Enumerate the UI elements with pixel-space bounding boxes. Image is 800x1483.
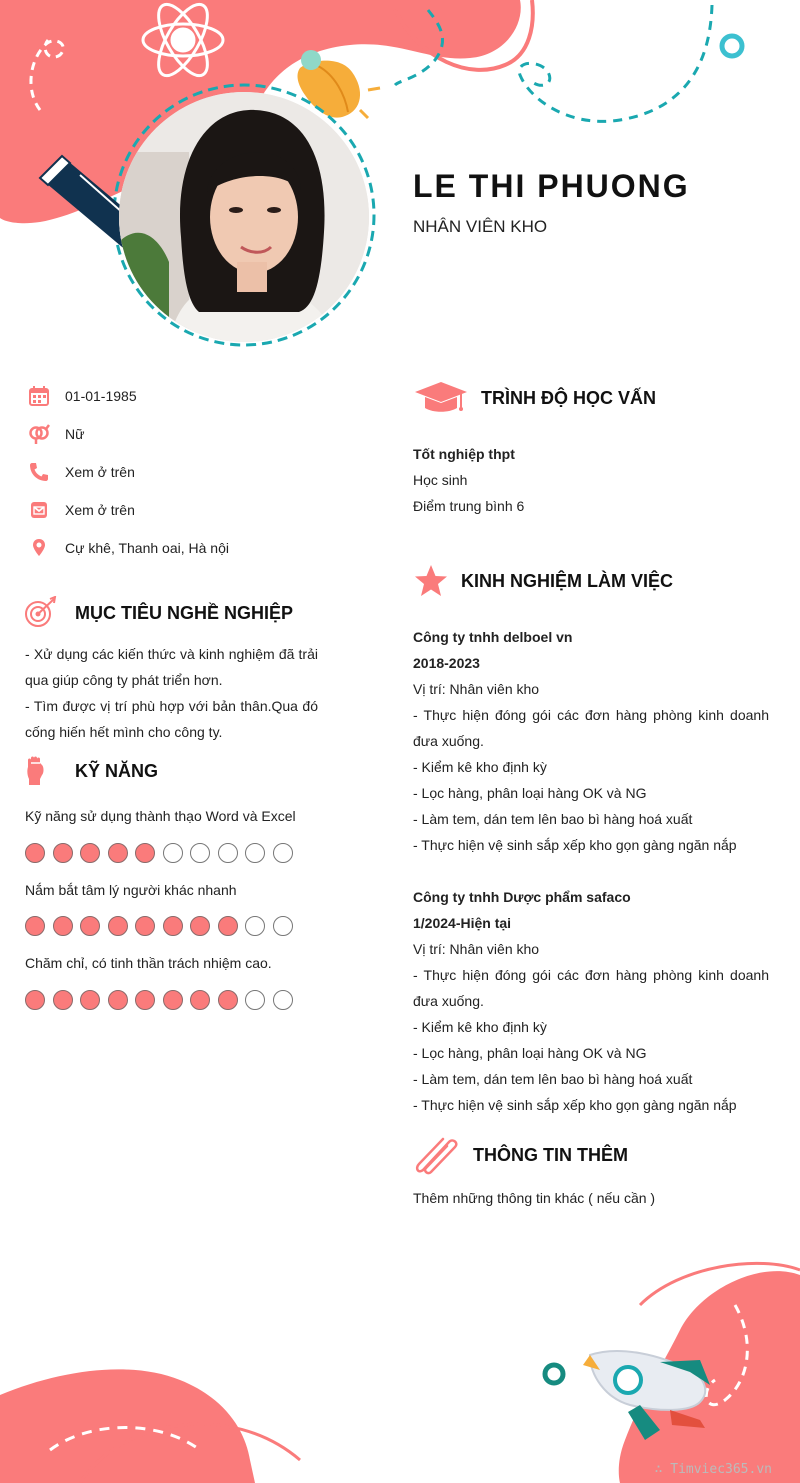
gender-value: Nữ <box>65 426 85 442</box>
rating-dot-empty <box>273 990 293 1010</box>
rating-dot-filled <box>80 990 100 1010</box>
rating-dot-empty <box>273 916 293 936</box>
additional-text: Thêm những thông tin khác ( nếu cần ) <box>413 1190 656 1206</box>
job-1-duty-1: - Thực hiện đóng gói các đơn hàng phòng kinh doanh đưa xuống. <box>413 707 769 749</box>
job-2-duty-1: - Thực hiện đóng gói các đơn hàng phòng kinh doanh đưa xuống. <box>413 967 769 1009</box>
experience-header <box>413 563 673 599</box>
rating-dot-filled <box>218 916 238 936</box>
email-value: Xem ở trên <box>65 502 135 518</box>
objective-header <box>24 596 293 630</box>
education-title: TRÌNH ĐỘ HỌC VẤN <box>481 387 656 408</box>
education-degree: Tốt nghiệp thpt <box>413 446 515 462</box>
objective-title: MỤC TIÊU NGHỀ NGHIỆP <box>75 602 294 623</box>
education-header <box>413 380 656 416</box>
rating-dot-empty <box>245 990 265 1010</box>
rating-dot-empty <box>163 843 183 863</box>
rating-dot-filled <box>135 916 155 936</box>
rating-dot-filled <box>25 843 45 863</box>
skills-title: KỸ NĂNG <box>75 760 159 781</box>
rating-dot-filled <box>80 916 100 936</box>
job-title: NHÂN VIÊN KHO <box>413 217 548 236</box>
skill-2-rating <box>25 916 293 936</box>
rating-dot-filled <box>108 843 128 863</box>
job-2-duty-3: - Lọc hàng, phân loại hàng OK và NG <box>413 1045 647 1061</box>
education-line-2: Điểm trung bình 6 <box>413 498 525 514</box>
calendar-icon <box>28 385 50 407</box>
profile-photo <box>119 92 369 342</box>
skill-3-rating <box>25 990 293 1010</box>
job-1-duty-4: - Làm tem, dán tem lên bao bì hàng hoá xuất <box>413 811 693 827</box>
rating-dot-empty <box>245 916 265 936</box>
raised-fist-icon <box>24 755 50 787</box>
job-2-period: 1/2024-Hiện tại <box>413 915 512 931</box>
education-line-1: Học sinh <box>413 472 468 488</box>
rating-dot-filled <box>163 990 183 1010</box>
contact-address <box>28 536 229 560</box>
phone-icon <box>28 461 50 483</box>
job-1-duty-5: - Thực hiện vệ sinh sắp xếp kho gọn gàng ngăn nắp <box>413 837 737 853</box>
brand-watermark: ∴ Timviec365.vn <box>654 1462 772 1477</box>
rating-dot-empty <box>273 843 293 863</box>
rating-dot-filled <box>190 990 210 1010</box>
skill-2-name: Nắm bắt tâm lý người khác nhanh <box>25 882 237 898</box>
job-1-duty-2: - Kiểm kê kho định kỳ <box>413 759 547 775</box>
skill-1-rating <box>25 843 293 863</box>
gender-icon <box>28 423 50 445</box>
additional-header <box>413 1134 628 1176</box>
rating-dot-filled <box>108 990 128 1010</box>
birthdate-value: 01-01-1985 <box>65 388 137 404</box>
education-block <box>413 441 524 519</box>
job-1-position: Vị trí: Nhân viên kho <box>413 681 540 697</box>
job-1 <box>413 624 769 858</box>
contact-gender <box>28 422 85 446</box>
address-value: Cự khê, Thanh oai, Hà nội <box>65 540 229 556</box>
experience-title: KINH NGHIỆM LÀM VIỆC <box>461 570 674 591</box>
phone-value: Xem ở trên <box>65 464 135 480</box>
candidate-name: LE THI PHUONG <box>413 168 690 204</box>
rating-dot-filled <box>135 990 155 1010</box>
rating-dot-filled <box>218 990 238 1010</box>
skills-header <box>24 755 158 787</box>
rating-dot-empty <box>218 843 238 863</box>
job-2 <box>413 884 769 1118</box>
rating-dot-filled <box>53 990 73 1010</box>
job-2-duty-2: - Kiểm kê kho định kỳ <box>413 1019 547 1035</box>
target-icon <box>24 596 58 630</box>
job-1-company: Công ty tnhh delboel vn <box>413 629 573 645</box>
lightbulb-icon <box>298 50 380 118</box>
job-2-position: Vị trí: Nhân viên kho <box>413 941 540 957</box>
star-icon <box>413 563 449 599</box>
location-pin-icon <box>28 537 50 559</box>
job-1-duty-3: - Lọc hàng, phân loại hàng OK và NG <box>413 785 647 801</box>
rating-dot-filled <box>25 990 45 1010</box>
graduation-cap-icon <box>413 380 469 416</box>
rating-dot-filled <box>163 916 183 936</box>
rating-dot-filled <box>53 916 73 936</box>
rating-dot-filled <box>135 843 155 863</box>
objective-text <box>25 641 318 745</box>
job-1-period: 2018-2023 <box>413 655 480 671</box>
rating-dot-empty <box>245 843 265 863</box>
rating-dot-filled <box>53 843 73 863</box>
contact-phone <box>28 460 135 484</box>
skill-3-name: Chăm chỉ, có tinh thần trách nhiệm cao. <box>25 955 272 971</box>
rating-dot-filled <box>108 916 128 936</box>
objective-line-1: - Xử dụng các kiến thức và kinh nghiệm đã trải qua giúp công ty phát triển hơn. <box>25 646 318 688</box>
email-icon <box>28 499 50 521</box>
job-2-duty-4: - Làm tem, dán tem lên bao bì hàng hoá xuất <box>413 1071 693 1087</box>
job-2-company: Công ty tnhh Dược phẩm safaco <box>413 889 631 905</box>
rating-dot-filled <box>25 916 45 936</box>
skill-1-name: Kỹ năng sử dụng thành thạo Word và Excel <box>25 808 296 824</box>
rating-dot-filled <box>80 843 100 863</box>
job-2-duty-5: - Thực hiện vệ sinh sắp xếp kho gọn gàng ngăn nắp <box>413 1097 737 1113</box>
teal-dashed-line <box>519 5 712 121</box>
contact-email <box>28 498 135 522</box>
avatar-illustration <box>119 92 369 342</box>
contact-birthdate <box>28 384 137 408</box>
paperclip-icon <box>413 1134 461 1176</box>
rating-dot-empty <box>190 843 210 863</box>
additional-title: THÔNG TIN THÊM <box>473 1144 628 1165</box>
rating-dot-filled <box>190 916 210 936</box>
teal-ring <box>722 36 742 56</box>
objective-line-2: - Tìm được vị trí phù hợp với bản thân.Qua đó cống hiến hết mình cho công ty. <box>25 698 318 740</box>
